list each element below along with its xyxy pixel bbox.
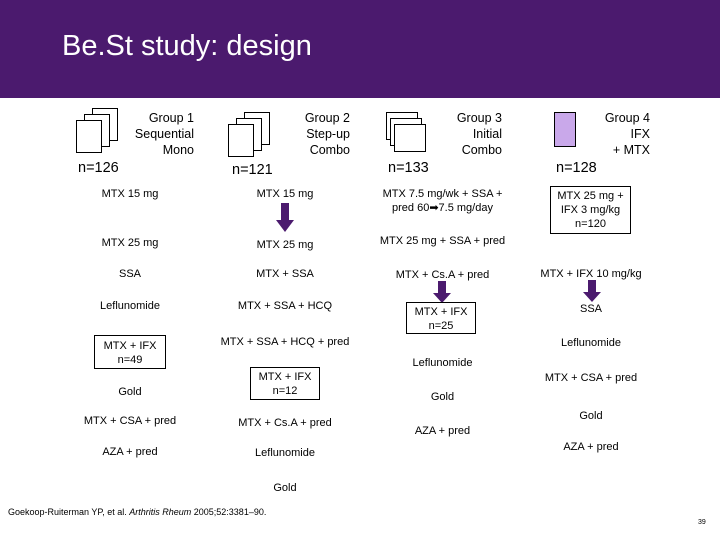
col3-step-6: Gold (430, 391, 455, 403)
slide-title: Be.St study: design (62, 30, 312, 62)
col3-step-2: MTX 25 mg + SSA + pred (379, 235, 506, 247)
col4-step-3: SSA (579, 303, 602, 315)
journal-name: Arthritis Rheum (129, 507, 192, 517)
col2-ifx-box (250, 367, 320, 400)
col2-step-9: Gold (273, 482, 297, 494)
down-arrow-icon (583, 280, 601, 302)
group-4-n: n=128 (556, 160, 597, 176)
highlighted-document-icon (554, 112, 598, 158)
col1-step-2: MTX 25 mg (101, 237, 159, 249)
col2-step-8: Leflunomide (255, 447, 315, 459)
col3-step-1: MTX 7.5 mg/wk + SSA + pred 60➡7.5 mg/day (382, 188, 503, 214)
box-line: MTX + IFX n=12 (258, 371, 312, 397)
group-3-label: Group 3 Initial Combo (456, 111, 502, 157)
col1-step-4: Leflunomide (100, 300, 160, 312)
col4-step-2: MTX + IFX 10 mg/kg (540, 268, 642, 280)
col1-step-7: MTX + CSA + pred (83, 415, 177, 427)
col2-step-2: MTX 25 mg (256, 239, 314, 251)
col1-step-6: Gold (118, 386, 142, 398)
group-4-label: Group 4 IFX + MTX (604, 111, 650, 157)
group-2-n: n=121 (232, 162, 273, 178)
col4-step-4: Leflunomide (561, 337, 621, 349)
group-1-label: Group 1 Sequential Mono (134, 111, 194, 157)
title-bar (0, 0, 720, 98)
col4-step-6: Gold (579, 410, 603, 422)
col2-step-3: MTX + SSA (256, 268, 314, 280)
down-arrow-icon (276, 203, 294, 232)
col3-step-3: MTX + Cs.A + pred (395, 269, 490, 281)
col2-step-7: MTX + Cs.A + pred (238, 417, 332, 429)
box-line: MTX 25 mg + IFX 3 mg/kg n=120 (557, 190, 624, 230)
col3-step-5: Leflunomide (412, 357, 473, 369)
group-1-n: n=126 (78, 160, 119, 176)
document-stack-icon (228, 112, 272, 158)
citation: Goekoop-Ruiterman YP, et al. Arthritis Rheum 2005;52:3381–90. (8, 507, 267, 517)
col3-ifx-box (406, 302, 476, 334)
group-2-label: Group 2 Step-up Combo (304, 111, 350, 157)
group-3-n: n=133 (388, 160, 429, 176)
col1-step-8: AZA + pred (102, 446, 158, 458)
page-number: 39 (698, 519, 706, 526)
document-stack-icon (76, 108, 120, 154)
col1-step-3: SSA (118, 268, 141, 280)
box-line: MTX + IFX n=25 (414, 306, 468, 332)
col2-step-5: MTX + SSA + HCQ + pred (220, 336, 350, 348)
document-stack-icon (386, 112, 430, 158)
col3-step-7: AZA + pred (414, 425, 471, 437)
col4-step-7: AZA + pred (563, 441, 619, 453)
col4-step-5: MTX + CSA + pred (544, 372, 638, 384)
col1-step-1: MTX 15 mg (101, 188, 159, 200)
col4-start-box (550, 186, 631, 234)
col2-step-4: MTX + SSA + HCQ (237, 300, 333, 312)
down-arrow-icon (433, 281, 451, 303)
col2-step-1: MTX 15 mg (256, 188, 314, 200)
box-line: MTX + IFX n=49 (103, 340, 157, 366)
col1-ifx-box (94, 335, 166, 369)
